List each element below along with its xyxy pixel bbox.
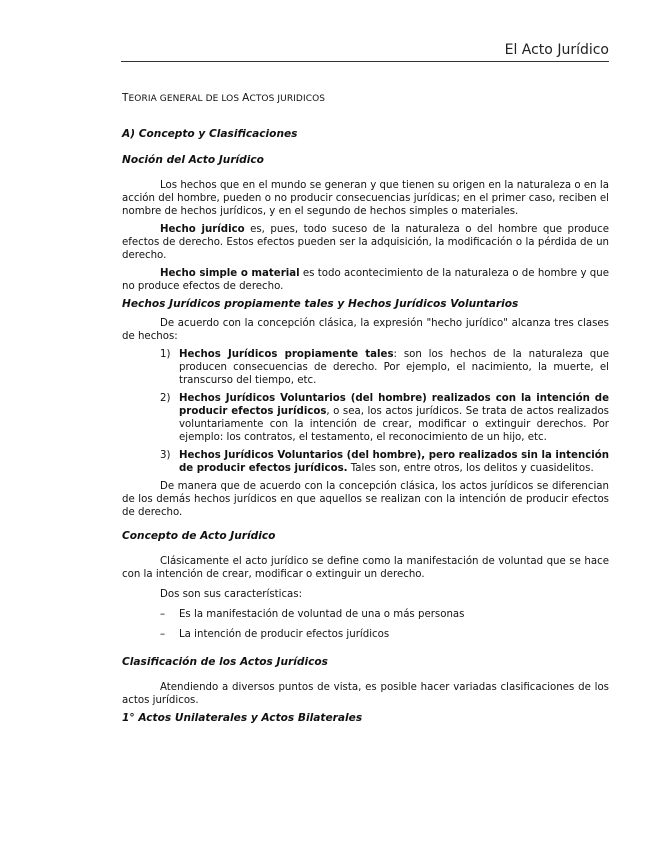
- heading-nocion: Noción del Acto Jurídico: [122, 154, 264, 166]
- paragraph-6: Clásicamente el acto jurídico se define como la manifestación de voluntad que se hace con la intención de crear, modificar o extinguir un derecho.: [122, 556, 609, 580]
- paragraph-2: Hecho jurídico es, pues, todo suceso de la naturaleza o del hombre que produce efectos de derecho. Estos efectos pueden ser la adquisición, la modificación o la pérdida de un derecho.: [122, 224, 609, 261]
- list-item: – La intención de producir efectos jurídicos: [160, 629, 390, 640]
- list-item: 3) Hechos Jurídicos Voluntarios (del hombre), pero realizados sin la intención de producir efectos jurídicos. Tales son, entre otros, los delitos y cuasidelitos.: [160, 450, 609, 474]
- document-body: [122, 92, 609, 725]
- heading-clasificacion: Clasificación de los Actos Jurídicos: [122, 656, 328, 668]
- heading-concepto: Concepto de Acto Jurídico: [122, 530, 276, 542]
- paragraph-8: Atendiendo a diversos puntos de vista, es posible hacer variadas clasificaciones de los actos jurídicos.: [122, 682, 609, 706]
- paragraph-4: De acuerdo con la concepción clásica, la expresión "hecho jurídico" alcanza tres clases de hechos:: [122, 318, 609, 342]
- header-rule: [121, 61, 609, 62]
- heading-hechos: Hechos Jurídicos propiamente tales y Hechos Jurídicos Voluntarios: [122, 298, 519, 310]
- list-item: 2) Hechos Jurídicos Voluntarios (del hombre) realizados con la intención de producir efectos jurídicos, o sea, los actos jurídicos. Se trata de actos realizados voluntariamente con la intención de crear, modificar o extinguir derechos. Por ejemplo: los contratos, el testamento, el reconocimiento de un hijo, etc.: [160, 393, 609, 443]
- paragraph-7: Dos son sus características:: [160, 589, 303, 600]
- list-item: 1) Hechos Jurídicos propiamente tales: son los hechos de la naturaleza que producen consecuencias de derecho. Por ejemplo, el nacimiento, la muerte, el transcurso del tiempo, etc.: [160, 349, 609, 386]
- paragraph-1: Los hechos que en el mundo se generan y que tienen su origen en la naturaleza o en la acción del hombre, pueden o no producir consecuencias jurídicas; en el primer caso, reciben el nombre de hechos jurídicos, y en el segundo de hechos simples o materiales.: [122, 180, 609, 217]
- list-item: – Es la manifestación de voluntad de una o más personas: [160, 609, 465, 620]
- heading-actos-unilaterales: 1° Actos Unilaterales y Actos Bilaterales: [122, 712, 363, 724]
- section-heading-a: A) Concepto y Clasificaciones: [122, 128, 298, 140]
- paragraph-3: Hecho simple o material es todo acontecimiento de la naturaleza o de hombre y que no produce efectos de derecho.: [122, 268, 609, 292]
- paragraph-5: De manera que de acuerdo con la concepción clásica, los actos jurídicos se diferencian de los demás hechos jurídicos en que aquellos se realizan con la intención de producir efectos de derecho.: [122, 481, 609, 518]
- document-title: TEORIA GENERAL DE LOS ACTOS JURIDICOS: [122, 92, 326, 104]
- running-header-title: El Acto Jurídico: [504, 42, 609, 58]
